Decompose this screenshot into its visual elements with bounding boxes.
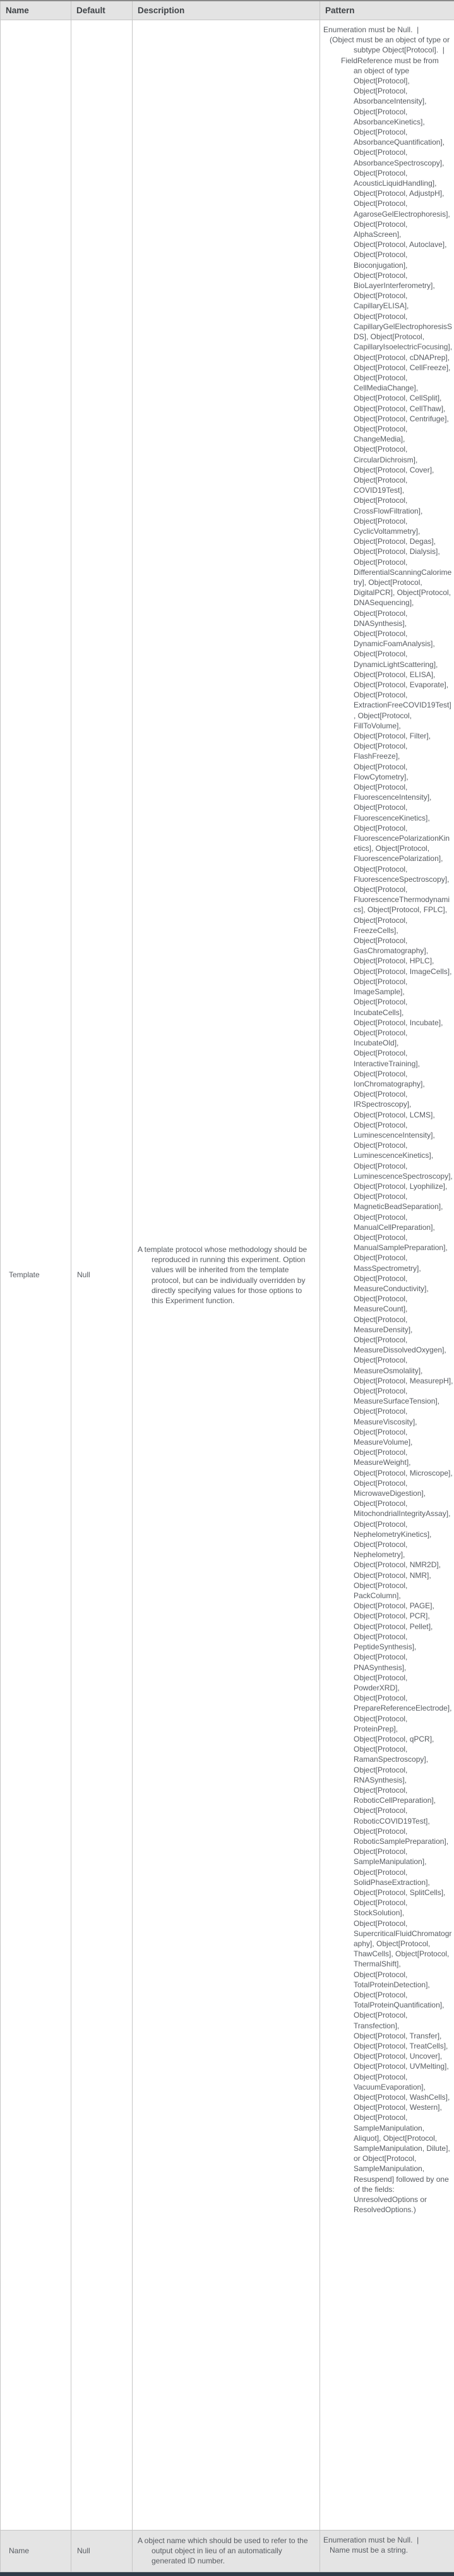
table-header-row <box>1 1 454 20</box>
table-row-template <box>1 20 454 2531</box>
option-pattern-cell <box>320 2531 454 2572</box>
option-description-cell <box>133 20 320 2531</box>
option-pattern: Enumeration must be Null. | Name must be a string. <box>323 2535 452 2555</box>
option-pattern-cell <box>320 20 454 2531</box>
option-name: Template <box>1 20 71 2531</box>
option-default: Null <box>71 2531 133 2572</box>
option-name: Name <box>1 2531 71 2572</box>
option-description-cell <box>133 2531 320 2572</box>
column-header-description: Description <box>133 1 320 20</box>
table-row-name <box>1 2531 454 2572</box>
option-description: A template protocol whose methodology should be reproduced in running this experiment. Option values will be inherited from the template protocol, but can be individually overridden by directly specifying values for those options to this Experiment function. <box>138 1244 314 1306</box>
option-default: Null <box>71 20 133 2531</box>
column-header-name: Name <box>1 1 71 20</box>
column-header-pattern: Pattern <box>320 1 454 20</box>
option-description: A object name which should be used to refer to the output object in lieu of an automatically generated ID number. <box>138 2536 314 2567</box>
column-header-default: Default <box>71 1 133 20</box>
page-footer-bar <box>0 2572 454 2576</box>
option-pattern: Enumeration must be Null. | (Object must be an object of type or subtype Object[Protocol]. | FieldReference must be from an object of type Object[Protocol], Object[Protocol, AbsorbanceIntensity], Object[Protocol, AbsorbanceKinetics], Object[Protocol, AbsorbanceQuantification], Object[Protocol, AbsorbanceSpectroscopy], Object[Protocol, AcousticLiquidHandling], Object[Protocol, AdjustpH], Object[Protocol, AgaroseGelElectrophoresis], Object[Protocol, AlphaScreen], Object[Protocol, Autoclave], Object[Protocol, Bioconjugation], Object[Protocol, BioLayerInterferometry], Object[Protocol, CapillaryELISA], Object[Protocol, CapillaryGelElectrophoresisSDS], Object[Protocol, CapillaryIsoelectricFocusing], Object[Protocol, cDNAPrep], Object[Protocol, CellFreeze], Object[Protocol, CellMediaChange], Object[Protocol, CellSplit], Object[Protocol, CellThaw], Object[Protocol, Centrifuge], Object[Protocol, ChangeMedia], Object[Protocol, CircularDichroism], Object[Protocol, Cover], Object[Protocol, COVID19Test], Object[Protocol, CrossFlowFiltration], Object[Protocol, CyclicVoltammetry], Object[Protocol, Degas], Object[Protocol, Dialysis], Object[Protocol, DifferentialScanningCalorimetry], Object[Protocol, DigitalPCR], Object[Protocol, DNASequencing], Object[Protocol, DNASynthesis], Object[Protocol, DynamicFoamAnalysis], Object[Protocol, DynamicLightScattering], Object[Protocol, ELISA], Object[Protocol, Evaporate], Object[Protocol, ExtractionFreeCOVID19Test], Object[Protocol, FillToVolume], Object[Protocol, Filter], Object[Protocol, FlashFreeze], Object[Protocol, FlowCytometry], Object[Protocol, FluorescenceIntensity], Object[Protocol, FluorescenceKinetics], Object[Protocol, FluorescencePolarizationKinetics], Object[Protocol, FluorescencePolarization], Object[Protocol, FluorescenceSpectroscopy], Object[Protocol, FluorescenceThermodynamics], Object[Protocol, FPLC], Object[Protocol, FreezeCells], Object[Protocol, GasChromatography], Object[Protocol, HPLC], Object[Protocol, ImageCells], Object[Protocol, ImageSample], Object[Protocol, IncubateCells], Object[Protocol, Incubate], Object[Protocol, IncubateOld], Object[Protocol, InteractiveTraining], Object[Protocol, IonChromatography], Object[Protocol, IRSpectroscopy], Object[Protocol, LCMS], Object[Protocol, LuminescenceIntensity], Object[Protocol, LuminescenceKinetics], Object[Protocol, LuminescenceSpectroscopy], Object[Protocol, Lyophilize], Object[Protocol, MagneticBeadSeparation], Object[Protocol, ManualCellPreparation], Object[Protocol, ManualSamplePreparation], Object[Protocol, MassSpectrometry], Object[Protocol, MeasureConductivity], Object[Protocol, MeasureCount], Object[Protocol, MeasureDensity], Object[Protocol, MeasureDissolvedOxygen], Object[Protocol, MeasureOsmolality], Object[Protocol, MeasurepH], Object[Protocol, MeasureSurfaceTension], Object[Protocol, MeasureViscosity], Object[Protocol, MeasureVolume], Object[Protocol, MeasureWeight], Object[Protocol, Microscope], Object[Protocol, MicrowaveDigestion], Object[Protocol, MitochondrialIntegrityAssay], Object[Protocol, NephelometryKinetics], Object[Protocol, Nephelometry], Object[Protocol, NMR2D], Object[Protocol, NMR], Object[Protocol, PackColumn], Object[Protocol, PAGE], Object[Protocol, PCR], Object[Protocol, Pellet], Object[Protocol, PeptideSynthesis], Object[Protocol, PNASynthesis], Object[Protocol, PowderXRD], Object[Protocol, PrepareReferenceElectrode], Object[Protocol, ProteinPrep], Object[Protocol, qPCR], Object[Protocol, RamanSpectroscopy], Object[Protocol, RNASynthesis], Object[Protocol, RoboticCellPreparation], Object[Protocol, RoboticCOVID19Test], Object[Protocol, RoboticSamplePreparation], Object[Protocol, SampleManipulation], Object[Protocol, SolidPhaseExtraction], Object[Protocol, SplitCells], Object[Protocol, StockSolution], Object[Protocol, SupercriticalFluidChromatography], Object[Protocol, ThawCells], Object[Protocol, ThermalShift], Object[Protocol, TotalProteinDetection], Object[Protocol, TotalProteinQuantification], Object[Protocol, Transfection], Object[Protocol, Transfer], Object[Protocol, TreatCells], Object[Protocol, Uncover], Object[Protocol, UVMelting], Object[Protocol, VacuumEvaporation], Object[Protocol, WashCells], Object[Protocol, Western], Object[Protocol, SampleManipulation, Aliquot], Object[Protocol, SampleManipulation, Dilute], or Object[Protocol, SampleManipulation, Resuspend] followed by one of the fields: UnresolvedOptions or ResolvedOptions.) <box>323 25 452 2215</box>
